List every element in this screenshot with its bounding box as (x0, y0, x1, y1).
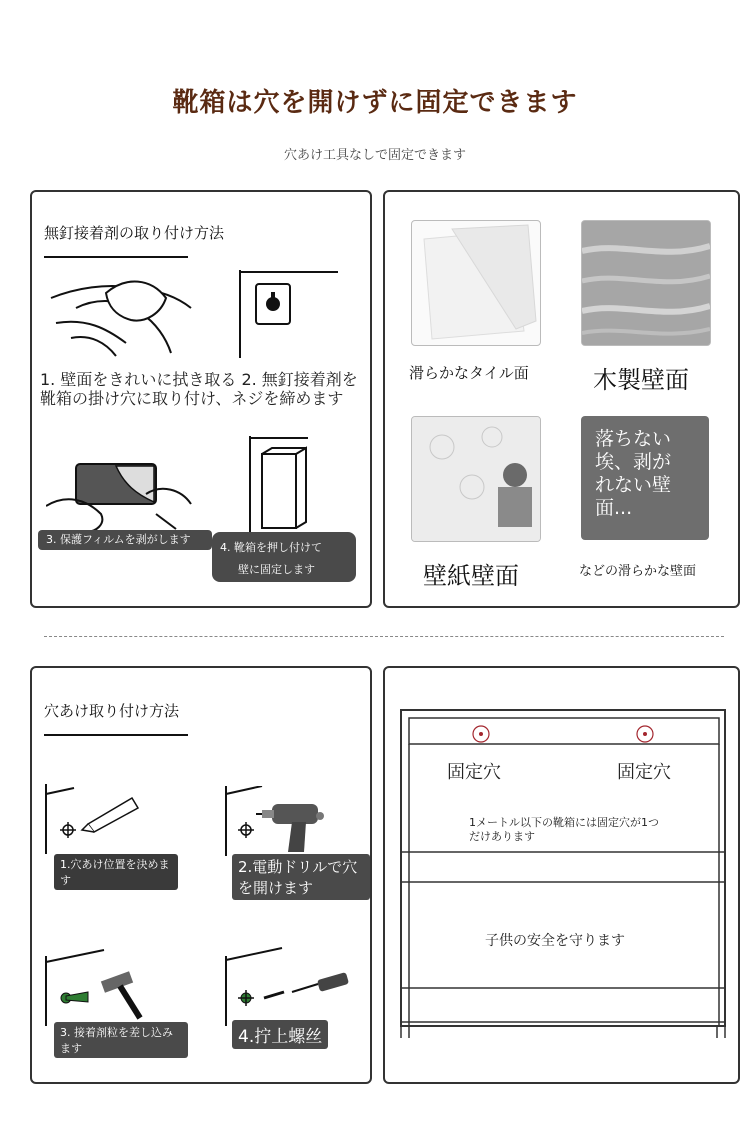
hammer-anchor-illustration (44, 946, 154, 1026)
cabinet-panel (383, 666, 740, 1084)
dust-text: 落ちない埃、剥がれない壁面... (595, 428, 672, 519)
adhesive-method-heading: 無釘接着剤の取り付け方法 (44, 224, 225, 242)
step3-badge: 3. 保護フィルムを剥がします (38, 530, 212, 550)
drill-step1-badge: 1.穴あけ位置を決めます (54, 854, 178, 890)
fixing-hole-left-label: 固定穴 (447, 762, 501, 783)
fixing-hole-right-label: 固定穴 (617, 762, 671, 783)
section-divider (44, 636, 724, 637)
adhesive-method-panel (30, 190, 372, 608)
drill-method-heading: 穴あけ取り付け方法 (44, 702, 180, 720)
dust-text-box (581, 416, 709, 540)
screwdriver-illustration (222, 946, 352, 1026)
heading-underline (44, 256, 188, 258)
peel-film-illustration (46, 454, 196, 534)
wood-surface-photo (581, 220, 711, 346)
wood-surface-label: 木製壁面 (593, 366, 689, 394)
pencil-mark-illustration (44, 784, 154, 864)
heading-underline (44, 734, 188, 736)
wallpaper-surface-photo (411, 416, 541, 542)
child-safety-text: 子供の安全を守ります (485, 933, 625, 949)
page-subtitle: 穴あけ工具なしで固定できます (283, 148, 466, 163)
wallpaper-surface-label: 壁紙壁面 (423, 562, 519, 590)
wall-hook-illustration (238, 270, 348, 360)
step4-line2: 壁に固定します (238, 563, 315, 576)
drill-step3-badge: 3. 接着剤粒を差し込みます (54, 1022, 188, 1058)
press-box-illustration (248, 436, 318, 536)
drill-method-panel (30, 666, 372, 1084)
wiping-hand-illustration (46, 268, 196, 358)
tile-surface-label: 滑らかなタイル面 (409, 364, 529, 382)
drill-step4-badge: 4.拧上螺丝 (232, 1020, 328, 1049)
single-hole-note: 1メートル以下の靴箱には固定穴が1つだけあります (469, 816, 659, 843)
step4-line1: 4. 靴箱を押し付けて (220, 541, 322, 554)
other-surfaces-label: などの滑らかな壁面 (579, 564, 697, 579)
surfaces-panel (383, 190, 740, 608)
tile-surface-photo (411, 220, 541, 346)
steps-1-2-text: 1. 壁面をきれいに拭き取る 2. 無釘接着剤を靴箱の掛け穴に取り付け、ネジを締めます (40, 370, 358, 408)
step4-badge (212, 532, 356, 582)
page-title: 靴箱は穴を開けずに固定できます (172, 88, 578, 118)
drill-step2-badge: 2.電動ドリルで穴を開けます (232, 854, 370, 900)
